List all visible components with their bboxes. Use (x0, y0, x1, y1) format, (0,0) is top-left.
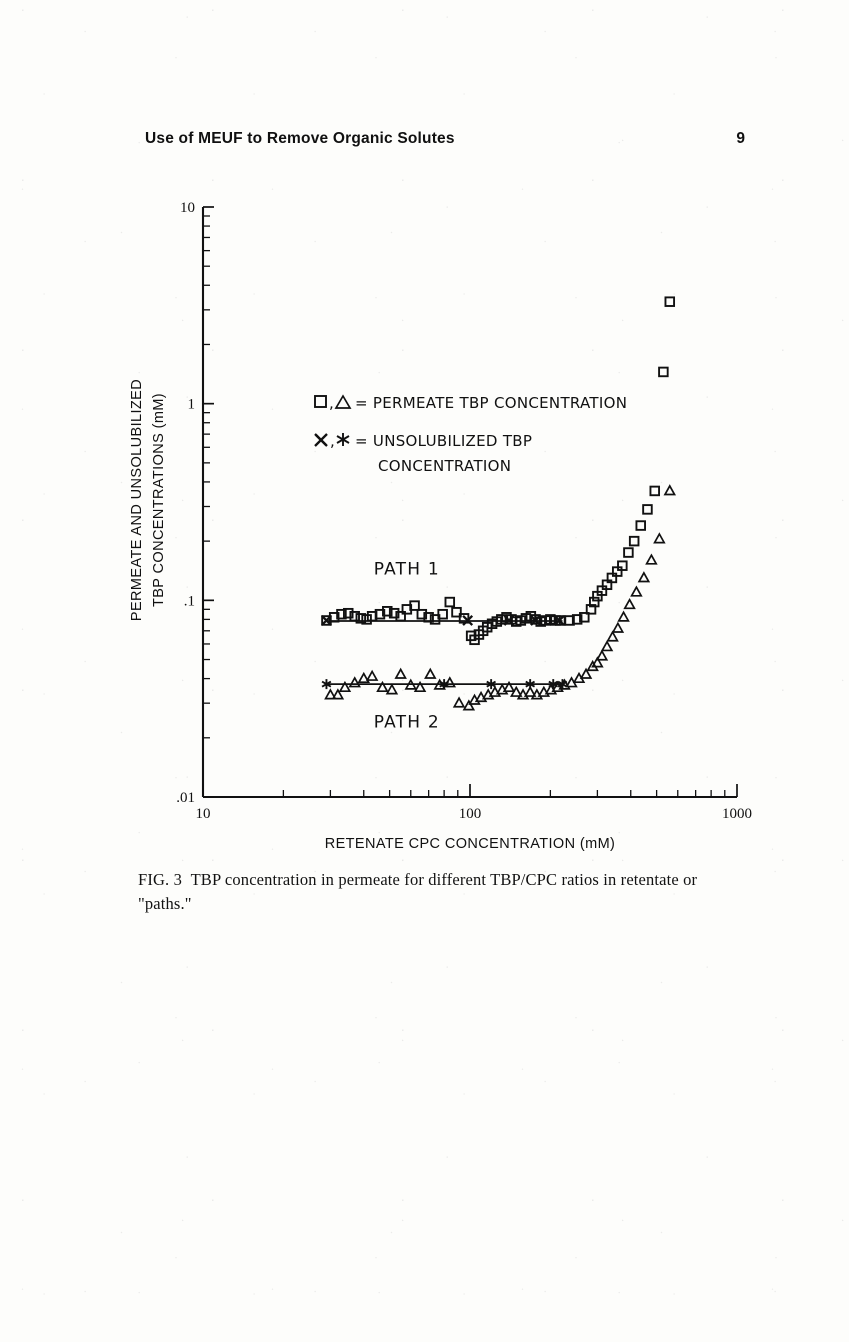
y-axis-title-line1: PERMEATE AND UNSOLUBILIZED (129, 378, 145, 622)
figure-caption-text: TBP concentration in permeate for different TBP/CPC ratios in retentate or "paths." (138, 870, 698, 913)
legend-star-icon (337, 433, 349, 446)
data-marker-triangle (665, 486, 675, 495)
data-marker-triangle (387, 685, 397, 694)
data-marker-triangle (464, 701, 474, 710)
legend-label-unsolubilized-cont: CONCENTRATION (378, 457, 512, 475)
data-marker-triangle (625, 600, 635, 609)
y-tick-label: 1 (187, 396, 195, 413)
data-marker-square (659, 368, 668, 377)
legend-label-permeate: = PERMEATE TBP CONCENTRATION (355, 394, 628, 412)
path-annotations (374, 560, 440, 733)
legend-label-unsolubilized: = UNSOLUBILIZED TBP (355, 432, 533, 450)
running-head-title: Use of MEUF to Remove Organic Solutes (145, 130, 455, 147)
data-marker-triangle (632, 587, 642, 596)
y-axis-tick-labels (176, 200, 195, 806)
plot-axes (203, 207, 737, 797)
y-axis-title-line2: TBP CONCENTRATIONS (mM) (151, 392, 167, 608)
y-tick-label: .01 (176, 790, 195, 806)
x-axis-tick-labels (196, 806, 753, 822)
legend-x-icon (315, 434, 327, 446)
data-marker-triangle (602, 642, 612, 651)
data-marker-triangle (367, 671, 377, 680)
data-marker-square (636, 521, 645, 530)
y-tick-label: .1 (183, 593, 195, 610)
data-marker-triangle (608, 632, 618, 641)
x-tick-label: 10 (195, 806, 211, 822)
data-marker-square (643, 505, 652, 514)
data-marker-triangle (655, 534, 665, 543)
data-marker-triangle (647, 555, 657, 564)
y-tick-label: 10 (180, 200, 195, 216)
data-marker-square (650, 487, 659, 496)
data-marker-square (665, 297, 674, 306)
x-axis-title: RETENATE CPC CONCENTRATION (mM) (324, 836, 616, 852)
data-marker-square (630, 537, 639, 546)
chart-legend (315, 394, 627, 475)
page-number: 9 (736, 130, 745, 147)
data-point-markers (322, 297, 675, 709)
figure-number: FIG. 3 (138, 870, 182, 889)
legend-triangle-icon (336, 396, 350, 408)
data-marker-square (624, 548, 633, 557)
data-marker-triangle (396, 669, 406, 678)
data-marker-triangle (613, 623, 623, 632)
x-tick-label: 1000 (722, 806, 752, 822)
data-marker-triangle (619, 612, 629, 621)
data-marker-triangle (454, 698, 464, 707)
data-marker-square (445, 598, 454, 607)
legend-square-icon (315, 396, 326, 407)
figure-caption (138, 868, 738, 916)
trend-lines (326, 621, 564, 684)
legend-comma-2: , (330, 432, 336, 450)
path-annotation-label: PATH 1 (373, 559, 440, 580)
x-axis-ticks (203, 784, 737, 797)
data-marker-triangle (597, 651, 607, 660)
data-marker-triangle (639, 573, 649, 582)
x-tick-label: 100 (458, 806, 482, 822)
legend-comma-1: , (329, 394, 335, 412)
y-axis-ticks (203, 207, 214, 797)
data-marker-triangle (425, 669, 435, 678)
path-annotation-label: PATH 2 (373, 712, 440, 733)
